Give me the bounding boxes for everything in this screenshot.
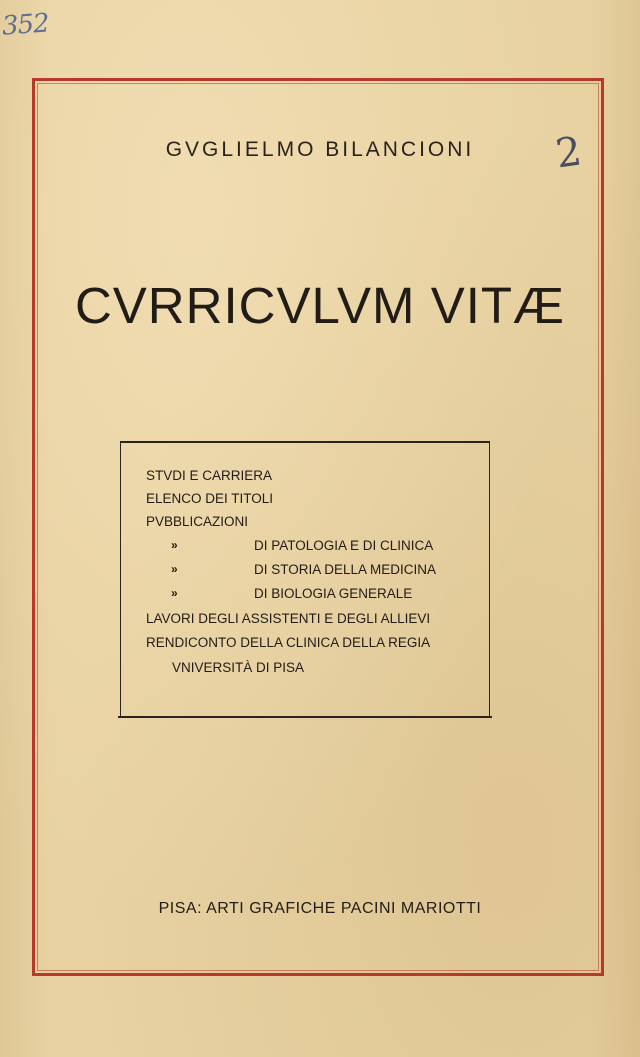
contents-item: PVBBLICAZIONI bbox=[146, 514, 249, 529]
author-name: GVGLIELMO BILANCIONI bbox=[165, 138, 475, 161]
ditto-mark: » bbox=[171, 586, 178, 600]
contents-item: VNIVERSITÀ DI PISA bbox=[172, 660, 305, 675]
contents-item: LAVORI DEGLI ASSISTENTI E DEGLI ALLIEVI bbox=[146, 611, 431, 626]
contents-item: STVDI E CARRIERA bbox=[146, 468, 273, 483]
margin-handwritten-number: 2 bbox=[552, 128, 585, 178]
book-title: CVRRICVLVM VITÆ bbox=[74, 277, 566, 334]
publisher-imprint: PISA: ARTI GRAFICHE PACINI MARIOTTI bbox=[158, 900, 482, 917]
contents-item: ELENCO DEI TITOLI bbox=[146, 491, 274, 506]
contents-subitem-label: DI STORIA DELLA MEDICINA bbox=[254, 562, 437, 577]
contents-subitem-label: DI BIOLOGIA GENERALE bbox=[254, 586, 413, 601]
ditto-mark: » bbox=[171, 538, 178, 552]
contents-subitem-label: DI PATOLOGIA E DI CLINICA bbox=[254, 538, 434, 553]
contents-box-underline bbox=[118, 716, 492, 718]
ditto-mark: » bbox=[171, 562, 178, 576]
corner-handwritten-number: 352 bbox=[1, 8, 50, 42]
contents-item: RENDICONTO DELLA CLINICA DELLA REGIA bbox=[146, 635, 431, 650]
